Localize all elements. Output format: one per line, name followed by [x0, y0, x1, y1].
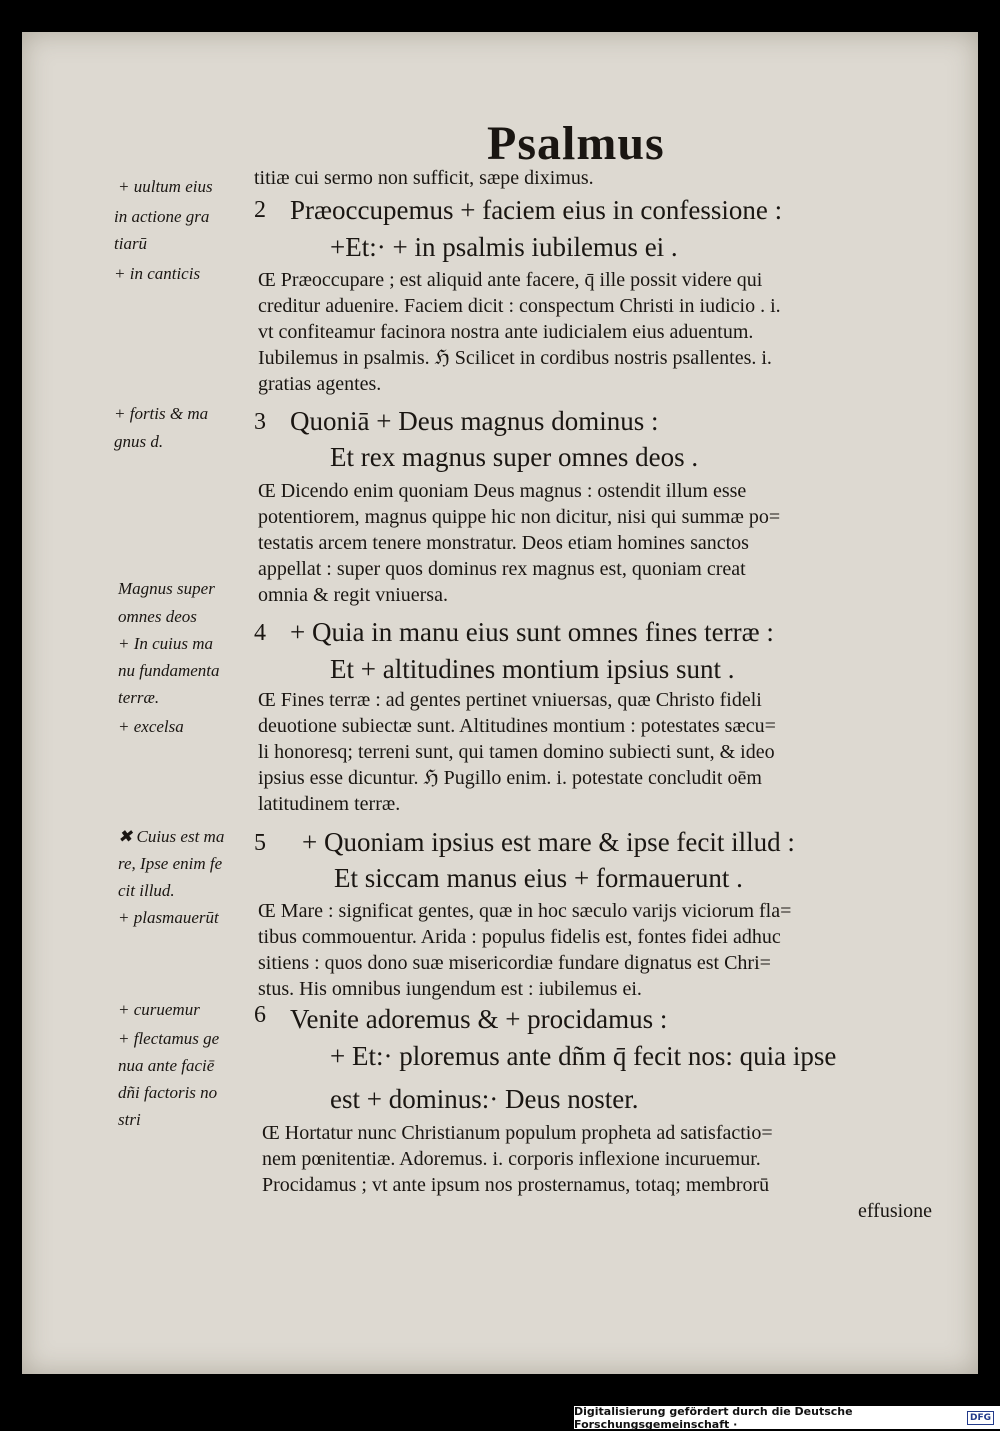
margin-note: + excelsa — [118, 717, 184, 736]
commentary-line: stus. His omnibus iungendum est : iubilemus ei. — [258, 978, 642, 1000]
margin-note: + fortis & ma — [114, 404, 209, 423]
commentary-line: Œ Dicendo enim quoniam Deus magnus : ostendit illum esse — [258, 480, 747, 502]
commentary-line: tibus commouentur. Arida : populus fidelis est, fontes fidei adhuc — [258, 926, 781, 948]
verse-number: 4 — [254, 620, 266, 646]
margin-note: omnes deos — [118, 607, 197, 626]
verse-line: Et siccam manus eius + formauerunt . — [334, 863, 743, 893]
verse-line: Et rex magnus super omnes deos . — [330, 442, 699, 472]
verse-line: est + dominus:· Deus noster. — [330, 1084, 639, 1114]
verse-number: 6 — [254, 1002, 266, 1028]
margin-note: stri — [118, 1110, 141, 1129]
commentary-line: sitiens : quos dono suæ misericordiæ fundare dignatus est Chri= — [258, 952, 771, 974]
margin-note: + in canticis — [114, 264, 201, 283]
commentary-line: Œ Mare : significat gentes, quæ in hoc sæculo varijs viciorum fla= — [258, 900, 792, 922]
verse-line: + Quoniam ipsius est mare & ipse fecit illud : — [302, 827, 795, 857]
commentary-line: gratias agentes. — [258, 373, 382, 395]
commentary-line: ipsius esse dicuntur. ℌ Pugillo enim. i. potestate concludit oēm — [258, 767, 762, 789]
commentary-line: testatis arcem tenere monstratur. Deos etiam homines sanctos — [258, 532, 749, 554]
verse-number: 5 — [254, 830, 266, 856]
commentary-line: Œ Fines terræ : ad gentes pertinet vniuersas, quæ Christo fideli — [258, 689, 762, 711]
margin-note: re, Ipse enim fe — [118, 854, 223, 873]
margin-note: in actione gra — [114, 207, 210, 226]
margin-note: dñi factoris no — [118, 1083, 218, 1102]
commentary-line: Œ Præoccupare ; est aliquid ante facere, q̄ ille possit videre qui — [258, 269, 763, 291]
margin-note: + curuemur — [118, 1000, 200, 1019]
verse-line: Et + altitudines montium ipsius sunt . — [330, 654, 735, 684]
commentary-line: Procidamus ; vt ante ipsum nos prosternamus, totaq; membrorū — [262, 1174, 770, 1196]
verse-number: 2 — [254, 197, 266, 223]
margin-note: Magnus super — [118, 579, 215, 598]
margin-note: + uultum eius — [118, 177, 213, 196]
commentary-line: titiæ cui sermo non sufficit, sæpe diximus. — [254, 167, 594, 189]
verse-line: + Et:· ploremus ante dñm q̄ fecit nos: quia ipse — [330, 1041, 837, 1071]
margin-note: ✖ Cuius est ma — [118, 827, 225, 846]
commentary-line: appellat : super quos dominus rex magnus est, quoniam creat — [258, 558, 746, 580]
verse-line: + Quia in manu eius sunt omnes fines terræ : — [290, 617, 774, 647]
commentary-line: li honoresq; terreni sunt, qui tamen domino subiecti sunt, & ideo — [258, 741, 775, 763]
commentary-line: deuotione subiectæ sunt. Altitudines montium : potestates sæcu= — [258, 715, 776, 737]
verse-line: Quoniā + Deus magnus dominus : — [290, 406, 659, 436]
verse-number: 3 — [254, 409, 266, 435]
margin-note: cit illud. — [118, 881, 175, 900]
margin-note: tiarū — [114, 234, 148, 253]
digitization-footer — [574, 1406, 1000, 1429]
catchword: effusione — [858, 1200, 933, 1222]
margin-note: gnus d. — [114, 432, 164, 451]
commentary-line: Iubilemus in psalmis. ℌ Scilicet in cordibus nostris psallentes. i. — [258, 347, 772, 369]
margin-note: nua ante faciē — [118, 1056, 215, 1075]
margin-note: nu fundamenta — [118, 661, 220, 680]
margin-note: + flectamus ge — [118, 1029, 220, 1048]
commentary-line: Œ Hortatur nunc Christianum populum propheta ad satisfactio= — [262, 1122, 773, 1144]
commentary-line: latitudinem terræ. — [258, 793, 401, 815]
verse-line: Venite adoremus & + procidamus : — [290, 1004, 668, 1034]
commentary-line: potentiorem, magnus quippe hic non dicitur, nisi qui summæ po= — [258, 506, 781, 528]
verse-line: +Et:· + in psalmis iubilemus ei . — [330, 232, 678, 262]
dfg-logo: DFG — [967, 1411, 994, 1425]
page-title: Psalmus — [487, 117, 665, 170]
commentary-line: creditur aduenire. Faciem dicit : conspectum Christi in iudicio . i. — [258, 295, 781, 317]
margin-note: terræ. — [118, 688, 160, 707]
book-page — [22, 32, 978, 1374]
commentary-line: vt confiteamur facinora nostra ante iudicialem eius aduentum. — [258, 321, 754, 343]
margin-note: + In cuius ma — [118, 634, 214, 653]
commentary-line: nem pœnitentiæ. Adoremus. i. corporis inflexione incuruemur. — [262, 1148, 761, 1170]
footer-text: Digitalisierung gefördert durch die Deutsche Forschungsgemeinschaft · — [574, 1404, 853, 1431]
margin-note: + plasmauerūt — [118, 908, 219, 927]
verse-line: Præoccupemus + faciem eius in confessione : — [290, 195, 783, 225]
commentary-line: omnia & regit vniuersa. — [258, 584, 448, 606]
